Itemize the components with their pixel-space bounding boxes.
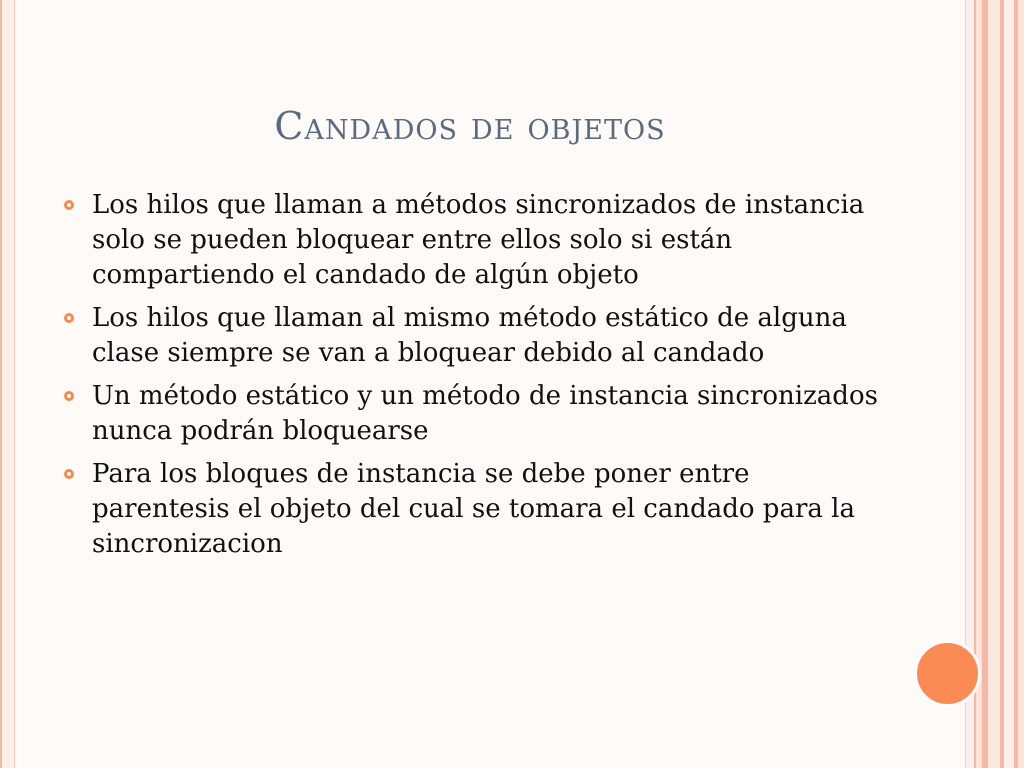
bullet-item	[62, 301, 892, 371]
decor-circle-icon	[914, 640, 981, 707]
bullet-text: Para los bloques de instancia se debe poner entre parentesis el objeto del cual se tomara el candado para la sincronizacion	[92, 459, 855, 559]
bullet-circle-icon	[64, 391, 74, 401]
bullet-text: Los hilos que llaman a métodos sincronizados de instancia solo se pueden bloquear entre ellos solo si están compartiendo el candado de algún objeto	[92, 190, 865, 290]
bullet-list	[62, 188, 892, 570]
bullet-item	[62, 188, 892, 293]
bullet-item	[62, 379, 892, 449]
bullet-circle-icon	[64, 200, 74, 210]
bullet-item	[62, 457, 892, 562]
decor-stripe	[988, 0, 1000, 768]
bullet-text: Los hilos que llaman al mismo método estático de alguna clase siempre se van a bloquear debido al candado	[92, 303, 847, 368]
bullet-circle-icon	[64, 313, 74, 323]
bullet-text: Un método estático y un método de instancia sincronizados nunca podrán bloquearse	[92, 381, 878, 446]
decor-stripe	[1004, 0, 1014, 768]
slide-title: Candados de objetos	[274, 104, 666, 148]
decor-stripe	[1018, 0, 1024, 768]
bullet-circle-icon	[64, 469, 74, 479]
